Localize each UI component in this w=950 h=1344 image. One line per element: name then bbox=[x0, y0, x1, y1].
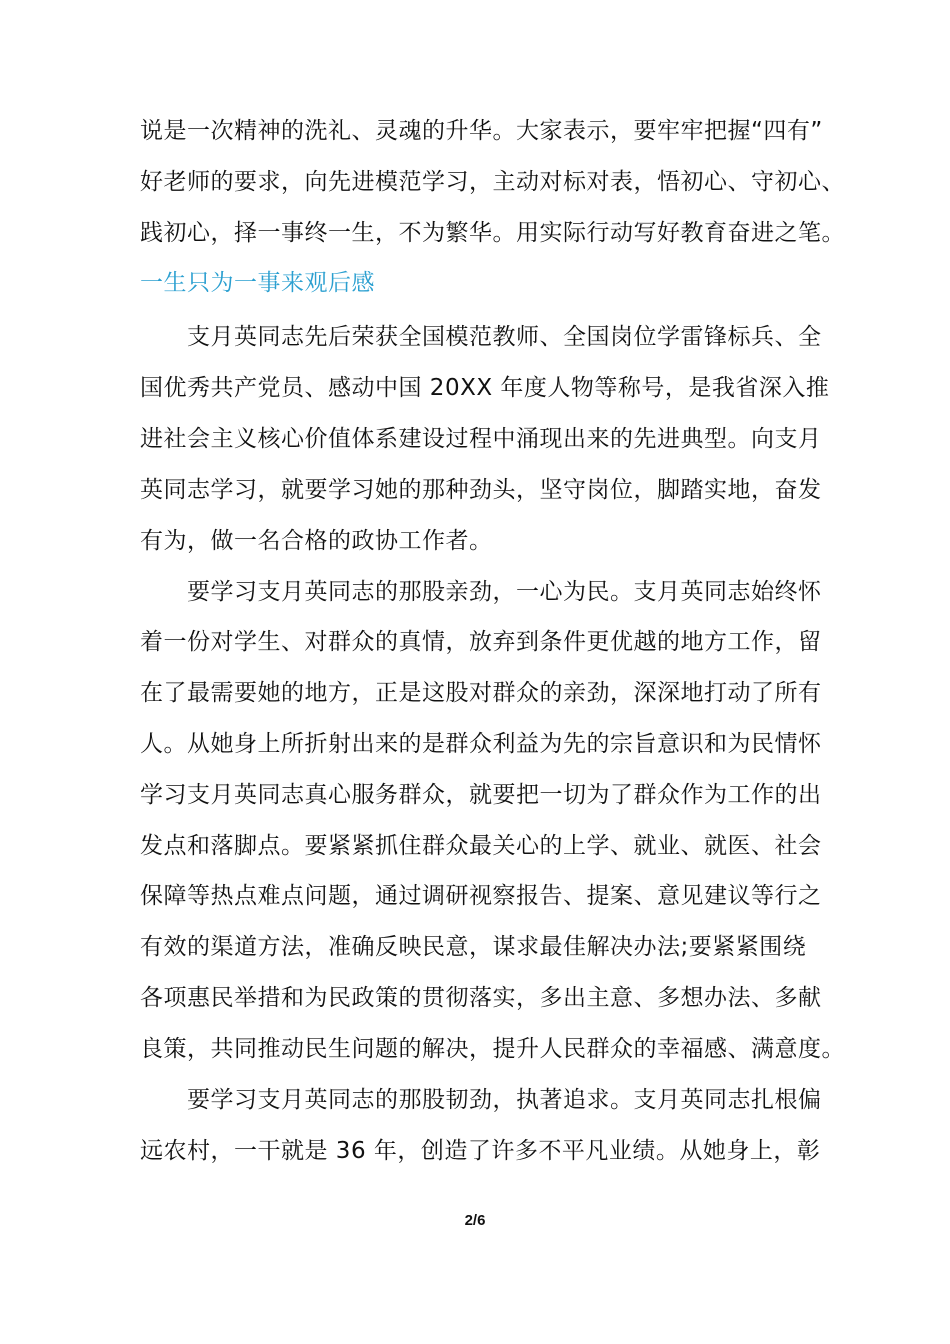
body-text-line: 在了最需要她的地方，正是这股对群众的亲劲，深深地打动了所有 bbox=[140, 680, 822, 706]
body-text-line: 要学习支月英同志的那股韧劲，执著追求。支月英同志扎根偏 bbox=[140, 1087, 822, 1113]
body-text-line: 国优秀共产党员、感动中国 20XX 年度人物等称号，是我省深入推 bbox=[140, 375, 830, 401]
body-text-line: 着一份对学生、对群众的真情，放弃到条件更优越的地方工作，留 bbox=[140, 629, 822, 655]
body-text-line: 发点和落脚点。要紧紧抓住群众最关心的上学、就业、就医、社会 bbox=[140, 833, 822, 859]
body-text-line: 良策，共同推动民生问题的解决，提升人民群众的幸福感、满意度。 bbox=[140, 1036, 845, 1062]
body-text-line: 学习支月英同志真心服务群众，就要把一切为了群众作为工作的出 bbox=[140, 782, 822, 808]
body-text-line: 各项惠民举措和为民政策的贯彻落实，多出主意、多想办法、多献 bbox=[140, 985, 822, 1011]
body-text-line: 进社会主义核心价值体系建设过程中涌现出来的先进典型。向支月 bbox=[140, 426, 822, 452]
body-text-line: 支月英同志先后荣获全国模范教师、全国岗位学雷锋标兵、全 bbox=[140, 324, 822, 350]
body-text-line: 说是一次精神的洗礼、灵魂的升华。大家表示，要牢牢把握“四有” bbox=[140, 118, 823, 144]
page-number: 2/6 bbox=[464, 1212, 486, 1229]
body-text-line: 要学习支月英同志的那股亲劲，一心为民。支月英同志始终怀 bbox=[140, 579, 822, 605]
body-text-line: 保障等热点难点问题，通过调研视察报告、提案、意见建议等行之 bbox=[140, 883, 822, 909]
body-text-line: 践初心，择一事终一生，不为繁华。用实际行动写好教育奋进之笔。 bbox=[140, 220, 845, 246]
body-text-line: 好老师的要求，向先进模范学习，主动对标对表，悟初心、守初心、 bbox=[140, 169, 845, 195]
body-text-line: 有效的渠道方法，准确反映民意，谋求最佳解决办法;要紧紧围绕 bbox=[140, 934, 807, 960]
body-text-line: 有为，做一名合格的政协工作者。 bbox=[140, 528, 493, 554]
body-text-line: 远农村，一干就是 36 年，创造了许多不平凡业绩。从她身上，彰 bbox=[140, 1138, 821, 1164]
section-heading: 一生只为一事来观后感 bbox=[140, 270, 375, 296]
body-text-line: 英同志学习，就要学习她的那种劲头，坚守岗位，脚踏实地，奋发 bbox=[140, 477, 822, 503]
body-text-line: 人。从她身上所折射出来的是群众利益为先的宗旨意识和为民情怀 bbox=[140, 731, 822, 757]
